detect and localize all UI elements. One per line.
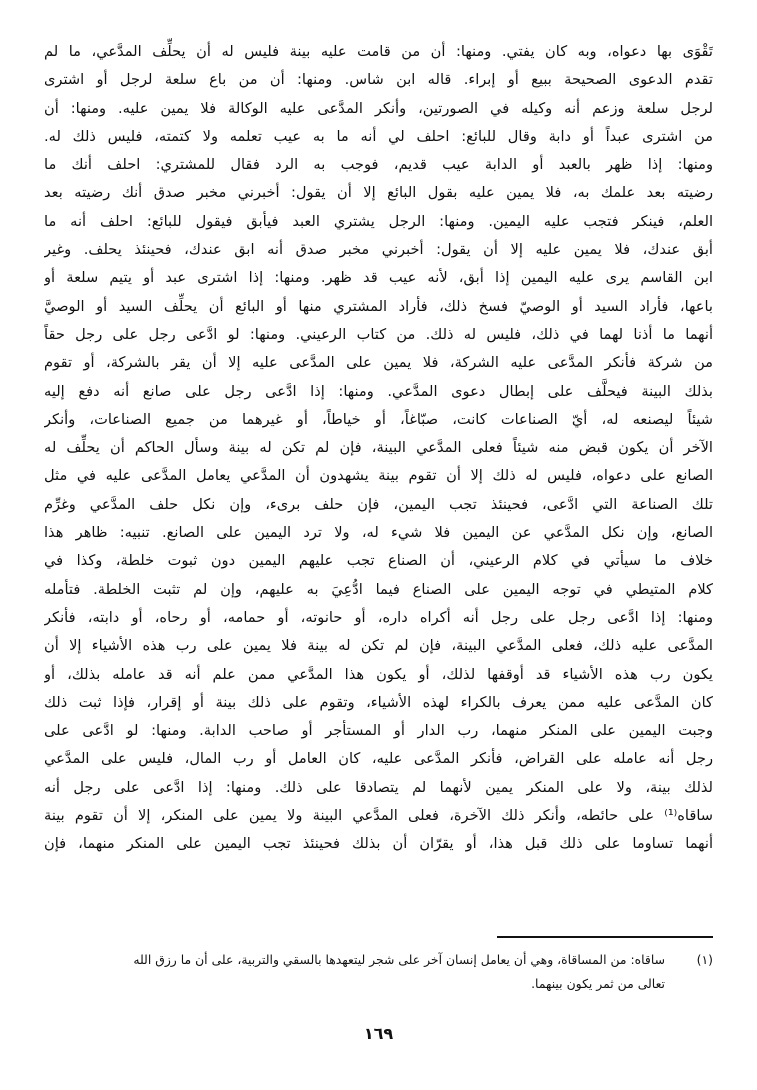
text-line-10: باعها، فأراد السيد أو الوصيّ فسخ ذلك، فأراد المشتري منها أو البائع أن يحلِّف السيد أو الوصيَّ — [44, 297, 713, 315]
text-line-13: بذلك البينة فيحلَّف على إبطال دعوى المدَّعي. ومنها: إذا ادَّعى رجل على صانع أنه دفع إليه — [44, 382, 713, 400]
text-line-7: العلم، فينكر فتجب عليه اليمين. ومنها: الرجل يشتري العبد فيأبق فيقول للبائع: احلف أنه ما — [44, 212, 713, 230]
text-line-9: ابن القاسم يرى عليه اليمين إذا أبق، لأنه عيب قد ظهر. ومنها: إذا اشترى عبد أو يتيم سلعة أو — [44, 269, 713, 287]
text-line-23: يكون رب هذه الأشياء قد أوقفها لذلك، أو يكون هذا المدَّعي ممن علم أنه قد عامله بذلك، أو — [44, 665, 713, 683]
text-line-27: لذلك بينة، ولا على المنكر يمين لأنهما لم يتصادقا على ذلك. ومنها: إذا ادَّعى على رجل أنه — [44, 778, 713, 796]
page-number: ١٦٩ — [363, 1024, 394, 1043]
text-line-4: من اشترى عبداً أو دابة وقال للبائع: احلف لي أنه ما به عيب تعلمه ولا كتمته، فليس ذلك له. — [44, 127, 713, 145]
text-line-24: كان المدَّعى عليه ممن يعرف بالكراء لهذه الأشياء، وتقوم على ذلك بينة أو إقرار، فإذا ثبت ذلك — [44, 693, 713, 711]
main-text-block — [44, 38, 713, 859]
text-line-26: رجل أنه عامله على القراض، فأنكر المدَّعى عليه، كان العامل أو رب المال، فليس على المدَّعي — [44, 750, 713, 768]
text-line-16: الصانع على دعواه، فليس له ذلك إلا أن تقوم بينة يشهدون أن المدَّعي يعامل المدَّعى عليه في مثل — [44, 467, 713, 485]
text-line-19: خلاف ما سيأتي في كلام الرعيني، أن الصناع تجب عليهم اليمين دون ثبوت خلطة، وكذا في — [44, 552, 713, 570]
text-line-12: من شركة فأنكر المدَّعى عليه الشركة، فلا يمين على المدَّعى عليه إلا أن يقر بالشركة، أو تقوم — [44, 354, 713, 372]
text-line-2: تقدم الدعوى الصحيحة ببيع أو إبراء. قاله ابن شاس. ومنها: أن من باع سلعة لرجل أو اشترى — [44, 71, 713, 89]
text-line-14: شيئاً ليصنعه له، أيّ الصناعات كانت، صبّاغاً، أو خياطاً، أو غيرهما من جميع الصناعات، وأنكر — [44, 410, 713, 428]
text-line-28: ساقاه⁽¹⁾ على حائطه، وأنكر ذلك الآخرة، فعلى المدَّعي البينة ولا يمين على المنكر، إلا أن تقوم بينة — [44, 807, 713, 825]
text-line-25: وجبت اليمين على المنكر منهما، رب الدار أو المستأجر أو صاحب الدابة. ومنها: لو ادَّعى على — [44, 722, 713, 740]
text-line-21: ومنها: إذا ادَّعى رجل على رجل أنه أكراه داره، أو حانوته، أو حمامه، أو رحاه، أو دابته، فأنكر — [44, 608, 713, 626]
text-line-11: أنهما ما أذنا لهما في ذلك، فليس له ذلك. من كتاب الرعيني. ومنها: لو ادَّعى رجل على رجل حقاً — [44, 325, 713, 343]
text-line-15: الآخر أن يكون قبض منه شيئاً فعلى المدَّعي البينة، فإن لم تكن له بينة وسأل الحاكم أن يحلِّف له — [44, 439, 713, 457]
text-line-5: ومنها: إذا ظهر بالعبد أو الدابة عيب قديم، فوجب به الرد فقال للمشتري: احلف أنك ما — [44, 156, 713, 174]
text-line-22: المدَّعى عليه ذلك، فعلى المدَّعي البينة، فإن لم تكن له بينة فلا يمين على رب هذه الأشياء إلا أن — [44, 637, 713, 655]
text-line-29: أنهما تساوما على ذلك قبل هذا، أو يقرّان أن بذلك فحينئذ تجب اليمين على المنكر منهما، فإن — [44, 835, 713, 853]
footnote-divider — [497, 936, 713, 938]
footnote-text-1: ساقاه: من المساقاة، وهي أن يعامل إنسان آخر على شجر ليتعهدها بالسقي والتربية، على أن ما رزق الله — [133, 952, 665, 967]
footnote — [44, 948, 713, 996]
footnote-line-1 — [44, 948, 713, 972]
footnote-marker: (١) — [696, 952, 713, 967]
text-line-17: تلك الصناعة التي ادَّعى، فحينئذ تجب اليمين، فإن حلف برىء، وإن نكل حلف المدَّعي وغرِّم — [44, 495, 713, 513]
footnote-text-2: تعالى من ثمر يكون بينهما. — [531, 976, 665, 991]
text-line-6: رضيته بعد علمك به، فلا يمين عليه بقول البائع إلا أن يقول: أخبرني مخبر صدق أنك رضيته بعد — [44, 184, 713, 202]
text-line-1: تَقْوَى بها دعواه، وبه كان يفتي. ومنها: أن من قامت عليه بينة فليس له أن يحلِّف المدَّعي، ما لم — [44, 43, 713, 60]
footnote-line-2 — [44, 972, 713, 996]
text-line-3: لرجل سلعة وزعم أنه وكيله في الصورتين، وأنكر المدَّعى عليه الوكالة فلا يمين عليه. ومنها: أن — [44, 99, 713, 117]
text-line-18: الصانع، وإن نكل المدَّعي عن اليمين فلا شيء له، ولا ترد اليمين على الصانع. تنبيه: ظاهر هذا — [44, 524, 713, 542]
text-line-8: أبق عندك، فلا يمين عليه إلا أن يقول: أخبرني مخبر صدق أنه ابق عندك، فحينئذ يحلف. وغير — [44, 241, 713, 259]
text-line-20: كلام المتيطي في توجه اليمين على الصناع فيما ادُّعِيَ به عليهم، وإن لم تثبت الخلطة. فتأمله — [44, 580, 713, 598]
